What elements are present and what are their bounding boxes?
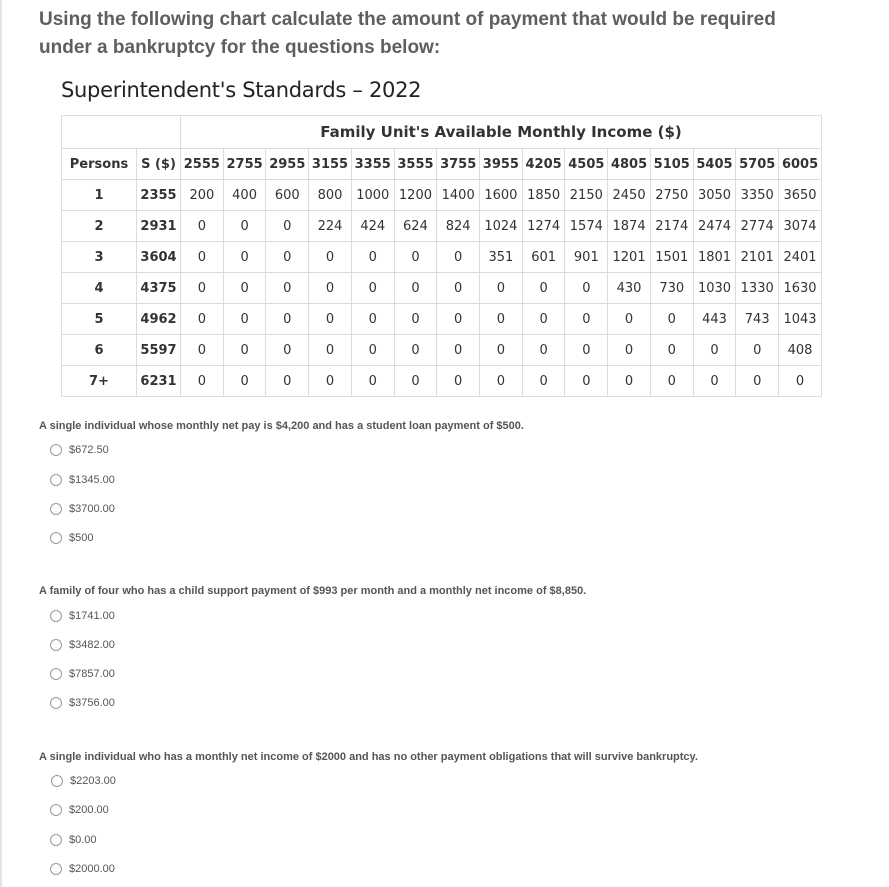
income-header: 5105 <box>650 149 693 180</box>
instructions-line-2: under a bankruptcy for the questions below: <box>39 37 441 58</box>
payment-cell: 200 <box>181 180 224 211</box>
payment-cell: 0 <box>437 273 480 304</box>
table-blank-corner <box>62 116 181 149</box>
income-header: 3755 <box>437 149 480 180</box>
persons-cell: 3 <box>62 242 137 273</box>
income-header: 2955 <box>266 149 309 180</box>
question-2-option[interactable] <box>50 697 115 709</box>
question-1-text: A single individual whose monthly net pay is $4,200 and has a student loan payment of $500. <box>39 420 524 432</box>
payment-cell: 0 <box>223 211 266 242</box>
persons-cell: 5 <box>62 304 137 335</box>
radio-button[interactable] <box>50 610 62 622</box>
standards-title: Superintendent's Standards – 2022 <box>61 78 422 102</box>
payment-cell: 0 <box>223 273 266 304</box>
payment-cell: 0 <box>181 211 224 242</box>
persons-cell: 4 <box>62 273 137 304</box>
s-cell: 2931 <box>137 211 181 242</box>
option-label[interactable]: $0.00 <box>69 834 97 846</box>
payment-cell: 0 <box>181 304 224 335</box>
payment-cell: 0 <box>394 304 437 335</box>
table-row <box>62 304 822 335</box>
payment-cell: 0 <box>309 273 352 304</box>
payment-cell: 0 <box>608 304 651 335</box>
payment-cell: 0 <box>522 273 565 304</box>
question-1-option[interactable] <box>50 474 115 486</box>
income-header: 3155 <box>309 149 352 180</box>
income-header: 4805 <box>608 149 651 180</box>
payment-cell: 1274 <box>522 211 565 242</box>
standards-table <box>61 115 822 397</box>
income-header: 4205 <box>522 149 565 180</box>
payment-cell: 2174 <box>650 211 693 242</box>
s-cell: 2355 <box>137 180 181 211</box>
payment-cell: 0 <box>181 335 224 366</box>
payment-cell: 2150 <box>565 180 608 211</box>
s-cell: 6231 <box>137 366 181 397</box>
income-header: 3955 <box>480 149 523 180</box>
payment-cell: 0 <box>266 242 309 273</box>
payment-cell: 0 <box>650 366 693 397</box>
option-label[interactable]: $500 <box>69 532 94 544</box>
s-cell: 4375 <box>137 273 181 304</box>
persons-cell: 2 <box>62 211 137 242</box>
question-2-option[interactable] <box>50 610 115 622</box>
income-header: 6005 <box>779 149 822 180</box>
s-cell: 3604 <box>137 242 181 273</box>
instructions <box>39 6 839 62</box>
payment-cell: 0 <box>650 304 693 335</box>
payment-cell: 2450 <box>608 180 651 211</box>
payment-cell: 0 <box>181 366 224 397</box>
payment-cell: 0 <box>394 335 437 366</box>
question-3-option[interactable] <box>50 804 109 816</box>
payment-cell: 0 <box>650 335 693 366</box>
radio-button[interactable] <box>50 503 62 515</box>
payment-cell: 0 <box>565 366 608 397</box>
income-header: 2555 <box>181 149 224 180</box>
payment-cell: 0 <box>394 366 437 397</box>
payment-cell: 0 <box>394 242 437 273</box>
payment-cell: 400 <box>223 180 266 211</box>
payment-cell: 730 <box>650 273 693 304</box>
payment-cell: 0 <box>351 273 394 304</box>
payment-cell: 1400 <box>437 180 480 211</box>
payment-cell: 1000 <box>351 180 394 211</box>
radio-button[interactable] <box>50 697 62 709</box>
question-2-option[interactable] <box>50 639 115 651</box>
question-2-option[interactable] <box>50 668 115 680</box>
income-header: 4505 <box>565 149 608 180</box>
payment-cell: 800 <box>309 180 352 211</box>
payment-cell: 0 <box>480 304 523 335</box>
payment-cell: 443 <box>693 304 736 335</box>
payment-cell: 1330 <box>736 273 779 304</box>
payment-cell: 1874 <box>608 211 651 242</box>
radio-button[interactable] <box>50 804 62 816</box>
payment-cell: 0 <box>309 335 352 366</box>
payment-cell: 1024 <box>480 211 523 242</box>
payment-cell: 0 <box>351 304 394 335</box>
question-3-option[interactable] <box>51 775 116 787</box>
payment-cell: 3650 <box>779 180 822 211</box>
payment-cell: 0 <box>266 273 309 304</box>
table-row <box>62 366 822 397</box>
payment-cell: 1201 <box>608 242 651 273</box>
option-label[interactable]: $1345.00 <box>69 474 115 486</box>
payment-cell: 0 <box>266 335 309 366</box>
payment-cell: 0 <box>437 304 480 335</box>
payment-cell: 0 <box>351 335 394 366</box>
payment-cell: 0 <box>480 335 523 366</box>
payment-cell: 0 <box>309 242 352 273</box>
payment-cell: 1030 <box>693 273 736 304</box>
persons-cell: 1 <box>62 180 137 211</box>
option-label[interactable]: $3482.00 <box>69 639 115 651</box>
payment-cell: 1600 <box>480 180 523 211</box>
s-cell: 4962 <box>137 304 181 335</box>
income-header: 5705 <box>736 149 779 180</box>
option-label[interactable]: $3700.00 <box>69 503 115 515</box>
payment-cell: 3050 <box>693 180 736 211</box>
payment-cell: 1200 <box>394 180 437 211</box>
payment-cell: 0 <box>223 335 266 366</box>
payment-cell: 0 <box>736 335 779 366</box>
radio-button[interactable] <box>50 532 62 544</box>
radio-button[interactable] <box>50 474 62 486</box>
income-header: 5405 <box>693 149 736 180</box>
payment-cell: 1574 <box>565 211 608 242</box>
payment-cell: 0 <box>480 273 523 304</box>
instructions-line-1: Using the following chart calculate the amount of payment that would be required <box>39 9 776 30</box>
payment-cell: 2474 <box>693 211 736 242</box>
radio-button[interactable] <box>51 775 63 787</box>
payment-cell: 0 <box>565 335 608 366</box>
option-label[interactable]: $200.00 <box>69 804 109 816</box>
payment-cell: 2774 <box>736 211 779 242</box>
question-3-option[interactable] <box>50 863 115 875</box>
payment-cell: 601 <box>522 242 565 273</box>
table-row <box>62 242 822 273</box>
payment-cell: 0 <box>693 335 736 366</box>
payment-cell: 0 <box>779 366 822 397</box>
payment-cell: 1801 <box>693 242 736 273</box>
payment-cell: 2401 <box>779 242 822 273</box>
payment-cell: 0 <box>565 304 608 335</box>
payment-cell: 624 <box>394 211 437 242</box>
payment-cell: 0 <box>480 366 523 397</box>
persons-cell: 6 <box>62 335 137 366</box>
table-row <box>62 273 822 304</box>
s-cell: 5597 <box>137 335 181 366</box>
question-1-option[interactable] <box>50 532 93 544</box>
payment-cell: 0 <box>608 366 651 397</box>
payment-cell: 0 <box>309 366 352 397</box>
payment-cell: 351 <box>480 242 523 273</box>
left-border <box>0 0 2 887</box>
option-label[interactable]: $2203.00 <box>70 775 116 787</box>
payment-cell: 1850 <box>522 180 565 211</box>
radio-button[interactable] <box>50 863 62 875</box>
income-banner: Family Unit's Available Monthly Income ($) <box>181 116 822 149</box>
question-3-text: A single individual who has a monthly net income of $2000 and has no other payment obligations that will survive bankruptcy. <box>39 751 698 763</box>
payment-cell: 0 <box>223 366 266 397</box>
question-2-text: A family of four who has a child support payment of $993 per month and a monthly net income of $8,850. <box>39 585 587 597</box>
question-1-option[interactable] <box>50 503 115 515</box>
payment-cell: 0 <box>608 335 651 366</box>
payment-cell: 224 <box>309 211 352 242</box>
option-label[interactable]: $1741.00 <box>69 610 115 622</box>
income-header: 3355 <box>351 149 394 180</box>
payment-cell: 0 <box>223 242 266 273</box>
option-label[interactable]: $3756.00 <box>69 697 115 709</box>
payment-cell: 430 <box>608 273 651 304</box>
payment-cell: 0 <box>181 273 224 304</box>
payment-cell: 824 <box>437 211 480 242</box>
payment-cell: 0 <box>266 366 309 397</box>
payment-cell: 0 <box>522 335 565 366</box>
table-row <box>62 335 822 366</box>
payment-cell: 0 <box>351 366 394 397</box>
payment-cell: 424 <box>351 211 394 242</box>
radio-button[interactable] <box>50 668 62 680</box>
radio-button[interactable] <box>50 639 62 651</box>
payment-cell: 0 <box>351 242 394 273</box>
radio-button[interactable] <box>50 834 62 846</box>
payment-cell: 0 <box>565 273 608 304</box>
persons-cell: 7+ <box>62 366 137 397</box>
payment-cell: 0 <box>437 366 480 397</box>
payment-cell: 1501 <box>650 242 693 273</box>
radio-button[interactable] <box>50 444 62 456</box>
payment-cell: 0 <box>736 366 779 397</box>
payment-cell: 0 <box>437 335 480 366</box>
s-header: S ($) <box>137 149 181 180</box>
payment-cell: 0 <box>181 242 224 273</box>
payment-cell: 0 <box>522 366 565 397</box>
payment-cell: 1630 <box>779 273 822 304</box>
question-3-option[interactable] <box>50 834 97 846</box>
payment-cell: 0 <box>309 304 352 335</box>
payment-cell: 0 <box>394 273 437 304</box>
table-row <box>62 211 822 242</box>
payment-cell: 3350 <box>736 180 779 211</box>
payment-cell: 0 <box>522 304 565 335</box>
payment-cell: 0 <box>266 304 309 335</box>
question-1-option[interactable] <box>50 444 109 456</box>
payment-cell: 901 <box>565 242 608 273</box>
payment-cell: 0 <box>223 304 266 335</box>
payment-cell: 600 <box>266 180 309 211</box>
payment-cell: 0 <box>693 366 736 397</box>
payment-cell: 408 <box>779 335 822 366</box>
income-header: 3555 <box>394 149 437 180</box>
option-label[interactable]: $2000.00 <box>69 863 115 875</box>
table-row <box>62 180 822 211</box>
payment-cell: 3074 <box>779 211 822 242</box>
persons-header: Persons <box>62 149 137 180</box>
income-header: 2755 <box>223 149 266 180</box>
payment-cell: 0 <box>266 211 309 242</box>
payment-cell: 2750 <box>650 180 693 211</box>
payment-cell: 743 <box>736 304 779 335</box>
option-label[interactable]: $672.50 <box>69 444 109 456</box>
option-label[interactable]: $7857.00 <box>69 668 115 680</box>
payment-cell: 2101 <box>736 242 779 273</box>
payment-cell: 1043 <box>779 304 822 335</box>
payment-cell: 0 <box>437 242 480 273</box>
